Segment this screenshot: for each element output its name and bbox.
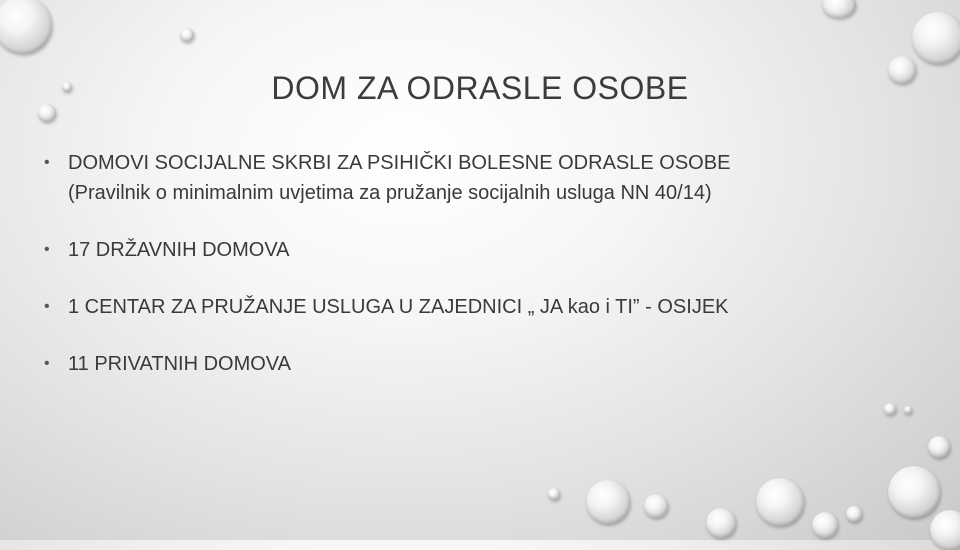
water-drop-icon xyxy=(0,0,52,54)
bullet-icon: • xyxy=(44,355,50,372)
bullet-icon: • xyxy=(44,241,50,258)
water-drop-icon xyxy=(180,28,194,42)
bullet-list xyxy=(44,148,924,406)
list-item xyxy=(44,292,924,322)
slide-title: DOM ZA ODRASLE OSOBE xyxy=(271,70,689,106)
water-drop-icon xyxy=(812,512,838,538)
list-item-subtext: (Pravilnik o minimalnim uvjetima za pružanje socijalnih usluga NN 40/14) xyxy=(68,182,712,204)
list-item xyxy=(44,349,924,379)
water-drop-icon xyxy=(644,494,668,518)
water-drop-icon xyxy=(904,406,912,414)
list-item-text: 17 DRŽAVNIH DOMOVA xyxy=(68,239,290,261)
list-item-text: 1 CENTAR ZA PRUŽANJE USLUGA U ZAJEDNICI „ JA kao i TI” - OSIJEK xyxy=(68,296,729,318)
water-drop-icon xyxy=(756,478,804,526)
water-drop-icon xyxy=(822,0,856,18)
water-drop-icon xyxy=(548,488,560,500)
water-drop-icon xyxy=(912,12,960,64)
water-drop-icon xyxy=(930,510,960,550)
water-drop-icon xyxy=(928,436,950,458)
water-drop-icon xyxy=(586,480,630,524)
bullet-icon: • xyxy=(44,298,50,315)
bullet-icon: • xyxy=(44,154,50,171)
water-drop-icon xyxy=(888,466,940,518)
list-item-text: 11 PRIVATNIH DOMOVA xyxy=(68,353,291,375)
list-item xyxy=(44,235,924,265)
list-item-text: DOMOVI SOCIJALNE SKRBI ZA PSIHIČKI BOLESNE ODRASLE OSOBE xyxy=(68,152,731,174)
water-drop-icon xyxy=(846,506,862,522)
list-item xyxy=(44,148,924,208)
water-drop-icon xyxy=(706,508,736,538)
